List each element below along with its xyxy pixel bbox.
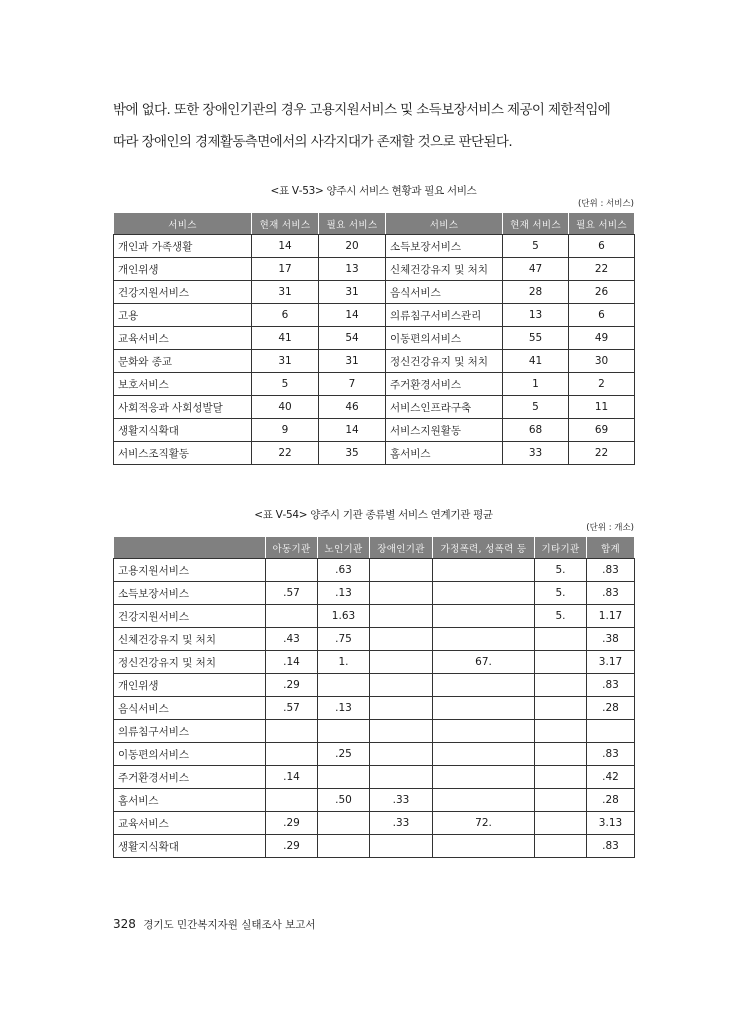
table-cell [370, 628, 433, 651]
table1-caption: <표 Ⅴ-53> 양주시 서비스 현황과 필요 서비스 [270, 185, 477, 197]
body-paragraph [113, 94, 638, 158]
table-cell: 고용 [114, 304, 252, 327]
table-cell: 음식서비스 [114, 697, 266, 720]
table-row [114, 651, 635, 674]
table-cell: .43 [266, 628, 318, 651]
table-cell [318, 812, 370, 835]
column-header: 서비스 [114, 213, 252, 235]
table-cell [433, 674, 535, 697]
table-cell: 6 [569, 235, 635, 258]
table-cell: .29 [266, 835, 318, 858]
table-cell [535, 743, 587, 766]
table2-unit: (단위 : 개소) [586, 523, 634, 533]
table-cell: 49 [569, 327, 635, 350]
table-cell: .13 [318, 582, 370, 605]
table-cell: .13 [318, 697, 370, 720]
table-cell: 교육서비스 [114, 327, 252, 350]
column-header: 현재 서비스 [503, 213, 569, 235]
column-header: 노인기관 [318, 537, 370, 559]
table-cell: .25 [318, 743, 370, 766]
table-cell: 건강지원서비스 [114, 281, 252, 304]
table-cell: 이동편의서비스 [386, 327, 503, 350]
table-cell: 5. [535, 605, 587, 628]
table-cell: 30 [569, 350, 635, 373]
table-cell: 35 [319, 442, 386, 465]
table-row [114, 442, 635, 465]
table-cell: 1.17 [587, 605, 635, 628]
table-cell: .29 [266, 674, 318, 697]
paragraph-line-2: 따라 장애인의 경제활동측면에서의 사각지대가 존재할 것으로 판단된다. [113, 134, 513, 150]
table-cell: 6 [569, 304, 635, 327]
table-cell: 주거환경서비스 [114, 766, 266, 789]
column-header: 가정폭력, 성폭력 등 [433, 537, 535, 559]
table-cell: 11 [569, 396, 635, 419]
table-cell [535, 628, 587, 651]
table-row [114, 559, 635, 582]
table-cell [433, 789, 535, 812]
table-cell: 14 [252, 235, 319, 258]
table-cell [266, 605, 318, 628]
table-cell [433, 766, 535, 789]
table-cell: 20 [319, 235, 386, 258]
table-cell: 69 [569, 419, 635, 442]
table-cell: 보호서비스 [114, 373, 252, 396]
table-cell [535, 697, 587, 720]
table-cell: 26 [569, 281, 635, 304]
table-cell: 소득보장서비스 [114, 582, 266, 605]
table-cell: 건강지원서비스 [114, 605, 266, 628]
table-cell [266, 720, 318, 743]
table-row [114, 235, 635, 258]
table-cell: 홈서비스 [386, 442, 503, 465]
table-cell: 22 [252, 442, 319, 465]
table-cell: 5 [503, 235, 569, 258]
table-cell: .83 [587, 559, 635, 582]
table-row [114, 674, 635, 697]
table-cell [318, 720, 370, 743]
table-cell [370, 697, 433, 720]
table-cell [266, 559, 318, 582]
table-cell: 31 [319, 281, 386, 304]
table-cell: .57 [266, 582, 318, 605]
table-cell: 46 [319, 396, 386, 419]
table-cell: 13 [503, 304, 569, 327]
table-header-row [114, 213, 635, 235]
table-row [114, 835, 635, 858]
table-cell: 47 [503, 258, 569, 281]
table-cell: 5 [503, 396, 569, 419]
table-cell: 서비스조직활동 [114, 442, 252, 465]
table-cell [433, 628, 535, 651]
table-row [114, 766, 635, 789]
table-cell [433, 743, 535, 766]
table-row [114, 605, 635, 628]
report-title: 경기도 민간복지자원 실태조사 보고서 [143, 919, 316, 931]
table-cell: 55 [503, 327, 569, 350]
table-cell: 개인과 가족생활 [114, 235, 252, 258]
table-row [114, 281, 635, 304]
table-cell [587, 720, 635, 743]
table-cell: 22 [569, 442, 635, 465]
table-cell: 서비스지원활동 [386, 419, 503, 442]
table-cell: 7 [319, 373, 386, 396]
table-cell: 의류침구서비스 [114, 720, 266, 743]
table-cell: 9 [252, 419, 319, 442]
table-cell: 54 [319, 327, 386, 350]
table-cell: .33 [370, 789, 433, 812]
table-cell: 40 [252, 396, 319, 419]
linkage-agency-table [113, 536, 635, 858]
table-cell [370, 605, 433, 628]
table-cell: 개인위생 [114, 674, 266, 697]
table-row [114, 789, 635, 812]
table-cell: 5 [252, 373, 319, 396]
table-cell: 정신건강유지 및 처치 [386, 350, 503, 373]
table-cell: 17 [252, 258, 319, 281]
table-cell: 1.63 [318, 605, 370, 628]
table-cell: 주거환경서비스 [386, 373, 503, 396]
table-header-row [114, 537, 635, 559]
table-cell [433, 697, 535, 720]
table-cell [370, 559, 433, 582]
table-cell: .75 [318, 628, 370, 651]
table-cell [433, 720, 535, 743]
page-number: 328 [113, 917, 136, 931]
table-cell [370, 720, 433, 743]
table-cell: 14 [319, 304, 386, 327]
table-cell: 생활지식확대 [114, 835, 266, 858]
paragraph-line-1: 밖에 없다. 또한 장애인기관의 경우 고용지원서비스 및 소득보장서비스 제공이 제한적임에 [113, 102, 611, 118]
table-cell [370, 674, 433, 697]
column-header: 필요 서비스 [319, 213, 386, 235]
table-cell [433, 605, 535, 628]
table-cell [318, 674, 370, 697]
table-cell [535, 835, 587, 858]
table-row [114, 396, 635, 419]
table-cell [535, 812, 587, 835]
table-row [114, 350, 635, 373]
column-header: 아동기관 [266, 537, 318, 559]
column-header: 서비스 [386, 213, 503, 235]
table-row [114, 419, 635, 442]
table-cell: 홈서비스 [114, 789, 266, 812]
table-cell: 68 [503, 419, 569, 442]
table-cell [433, 835, 535, 858]
table-cell: .14 [266, 766, 318, 789]
table-cell: 2 [569, 373, 635, 396]
table2-caption: <표 Ⅴ-54> 양주시 기관 종류별 서비스 연계기관 평균 [254, 509, 493, 521]
table-row [114, 582, 635, 605]
table-cell: .63 [318, 559, 370, 582]
table-cell: 1. [318, 651, 370, 674]
table-cell: 6 [252, 304, 319, 327]
table-cell [433, 582, 535, 605]
table-cell: 13 [319, 258, 386, 281]
column-header: 기타기관 [535, 537, 587, 559]
table-row [114, 304, 635, 327]
column-header: 장애인기관 [370, 537, 433, 559]
table-cell [370, 766, 433, 789]
table-cell [370, 835, 433, 858]
table-cell: 정신건강유지 및 처치 [114, 651, 266, 674]
table-cell [535, 789, 587, 812]
table-cell: 교육서비스 [114, 812, 266, 835]
table-cell: 이동편의서비스 [114, 743, 266, 766]
table-cell: .83 [587, 835, 635, 858]
service-status-table [113, 212, 635, 465]
table-cell: 5. [535, 582, 587, 605]
table-cell: .38 [587, 628, 635, 651]
table-cell [266, 743, 318, 766]
column-header: 합계 [587, 537, 635, 559]
table-cell: 사회적응과 사회성발달 [114, 396, 252, 419]
table-cell: .42 [587, 766, 635, 789]
table-cell [370, 651, 433, 674]
table-cell: 소득보장서비스 [386, 235, 503, 258]
table-cell: 5. [535, 559, 587, 582]
table-cell [535, 720, 587, 743]
table-cell: .83 [587, 582, 635, 605]
table-row [114, 720, 635, 743]
table-cell: 고용지원서비스 [114, 559, 266, 582]
table-cell [266, 789, 318, 812]
table-cell: 생활지식확대 [114, 419, 252, 442]
table-cell: .50 [318, 789, 370, 812]
table-cell [318, 835, 370, 858]
table-cell: .28 [587, 789, 635, 812]
table-cell: 개인위생 [114, 258, 252, 281]
table1-unit: (단위 : 서비스) [578, 199, 634, 209]
table-cell: .33 [370, 812, 433, 835]
table-cell: 14 [319, 419, 386, 442]
table-cell: 22 [569, 258, 635, 281]
table-cell: 1 [503, 373, 569, 396]
page-footer [113, 917, 316, 932]
table-cell: 3.17 [587, 651, 635, 674]
table-cell: 31 [252, 350, 319, 373]
table-cell [370, 743, 433, 766]
table-cell: 문화와 종교 [114, 350, 252, 373]
column-header [114, 537, 266, 559]
table-row [114, 628, 635, 651]
table-cell [535, 674, 587, 697]
table-cell: .57 [266, 697, 318, 720]
table-cell: 서비스인프라구축 [386, 396, 503, 419]
table-row [114, 743, 635, 766]
table-cell: 28 [503, 281, 569, 304]
table-cell: 3.13 [587, 812, 635, 835]
table-row [114, 812, 635, 835]
table-cell: .14 [266, 651, 318, 674]
table-cell: .28 [587, 697, 635, 720]
table-cell: 의류침구서비스관리 [386, 304, 503, 327]
table-cell: 신체건강유지 및 처치 [386, 258, 503, 281]
table-cell: 33 [503, 442, 569, 465]
table-cell: .83 [587, 674, 635, 697]
table-cell [535, 766, 587, 789]
table-row [114, 697, 635, 720]
table-cell: 41 [252, 327, 319, 350]
table-cell: 72. [433, 812, 535, 835]
column-header: 현재 서비스 [252, 213, 319, 235]
column-header: 필요 서비스 [569, 213, 635, 235]
table-cell: 31 [319, 350, 386, 373]
table-cell [370, 582, 433, 605]
table-cell [318, 766, 370, 789]
table-cell: 음식서비스 [386, 281, 503, 304]
table-cell: .29 [266, 812, 318, 835]
table-row [114, 373, 635, 396]
table-cell: 31 [252, 281, 319, 304]
table-row [114, 258, 635, 281]
table-row [114, 327, 635, 350]
table-cell: .83 [587, 743, 635, 766]
table-cell: 41 [503, 350, 569, 373]
table-cell [535, 651, 587, 674]
table-cell [433, 559, 535, 582]
table-cell: 67. [433, 651, 535, 674]
table-cell: 신체건강유지 및 처치 [114, 628, 266, 651]
